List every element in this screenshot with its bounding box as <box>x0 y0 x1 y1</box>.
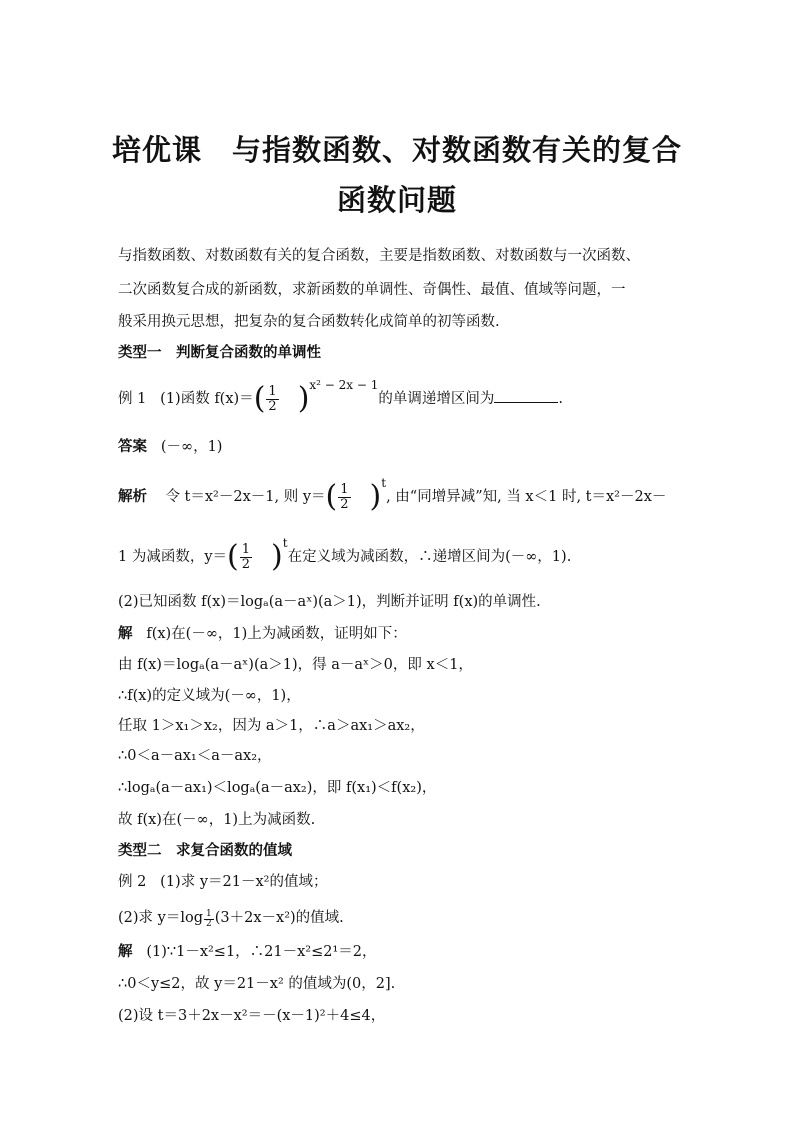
example1-text: (1)函数 f(x)＝ <box>160 391 254 407</box>
solution-label: 解 <box>118 944 133 960</box>
exponent-t: t <box>282 536 288 550</box>
analysis-label: 解析 <box>118 489 147 505</box>
solution2-line-2: ∴0＜y≤2，故 y＝21－x² 的值域为(0，2]. <box>118 976 396 992</box>
fraction-denominator: 2 <box>241 556 251 572</box>
solution2-line-3: (2)设 t＝3＋2x－x²＝－(x－1)²＋4≤4， <box>118 1008 386 1024</box>
fraction-half <box>240 543 252 572</box>
left-paren: ( <box>227 539 239 574</box>
intro-line-3: 般采用换元思想，把复杂的复合函数转化成简单的初等函数. <box>118 314 500 330</box>
analysis-text-b: , 由“同增异减”知, 当 x＜1 时, t＝x²－2x－ <box>386 489 667 505</box>
solution1-line-4: 任取 1＞x₁＞x₂，因为 a＞1，∴a＞ax₁＞ax₂， <box>118 718 425 734</box>
fraction-half <box>266 385 278 414</box>
example2-label: 例 2 <box>118 874 147 890</box>
type1-heading: 类型一 判断复合函数的单调性 <box>118 345 321 361</box>
example2-text: (1)求 y＝21－x²的值域； <box>160 874 328 890</box>
example2-text-a: (2)求 y＝log <box>118 910 203 926</box>
log-base-numerator: 1 <box>206 909 212 919</box>
solution-text: (1)∵1－x²≤1，∴21－x²≤2¹＝2， <box>146 944 377 960</box>
fraction-denominator: 2 <box>268 398 277 414</box>
solution2-line-1 <box>118 942 377 962</box>
solution-text: f(x)在(－∞，1)上为减函数，证明如下： <box>146 626 407 642</box>
right-paren: ) <box>297 381 310 416</box>
right-paren: ) <box>271 539 283 574</box>
fraction-numerator: 1 <box>268 383 277 399</box>
solution1-line-7: 故 f(x)在(－∞，1)上为减函数. <box>118 812 316 828</box>
example2-part2 <box>118 908 344 929</box>
fraction-numerator: 1 <box>340 481 349 497</box>
analysis-text-c: 1 为减函数，y＝ <box>118 549 228 565</box>
intro-line-2: 二次函数复合成的新函数，求新函数的单调性、奇偶性、最值、值域等问题，一 <box>118 282 626 298</box>
type2-heading: 类型二 求复合函数的值域 <box>118 843 292 859</box>
analysis-line-2 <box>118 536 572 574</box>
answer-value: (－∞，1) <box>160 439 223 455</box>
solution1-line-1 <box>118 624 407 644</box>
solution1-line-3: ∴f(x)的定义域为(－∞，1)， <box>118 688 301 704</box>
analysis-line-1 <box>118 476 667 514</box>
solution1-line-6: ∴logₐ(a－ax₁)＜logₐ(a－ax₂)，即 f(x₁)＜f(x₂)， <box>118 780 437 796</box>
answer-label: 答案 <box>118 439 147 455</box>
period: . <box>558 391 563 407</box>
solution1-line-5: ∴0＜a－ax₁＜a－ax₂， <box>118 748 272 764</box>
log-base-fraction <box>204 910 214 929</box>
analysis-text-a: 令 t＝x²－2x－1, 则 y＝ <box>165 489 326 505</box>
example1-part2: (2)已知函数 f(x)＝logₐ(a－aˣ)(a＞1)，判断并证明 f(x)的单调性. <box>118 594 541 610</box>
left-paren: ( <box>325 479 338 514</box>
exponent: x² − 2x − 1 <box>309 378 379 392</box>
page-title-line2: 函数问题 <box>336 183 457 217</box>
log-base-denominator: 2 <box>206 919 212 929</box>
example1-tail: 的单调递增区间为 <box>378 391 495 407</box>
solution-label: 解 <box>118 626 133 642</box>
example2-part1 <box>118 872 327 892</box>
fraction-denominator: 2 <box>340 496 349 512</box>
left-paren: ( <box>253 381 266 416</box>
exponent-t: t <box>381 476 387 490</box>
example1-part1 <box>118 378 563 416</box>
solution1-line-2: 由 f(x)＝logₐ(a－aˣ)(a＞1)，得 a－aˣ＞0，即 x＜1， <box>118 657 473 673</box>
answer-blank <box>494 388 558 403</box>
analysis-text-d: 在定义域为减函数，∴递增区间为(－∞，1). <box>287 549 572 565</box>
answer-line <box>118 437 222 457</box>
fraction-half <box>338 483 350 512</box>
example1-label: 例 1 <box>118 391 147 407</box>
page-title-line1: 培优课 与指数函数、对数函数有关的复合 <box>111 133 682 167</box>
right-paren: ) <box>369 479 382 514</box>
example2-text-b: (3＋2x－x²)的值域. <box>214 910 344 926</box>
fraction-numerator: 1 <box>241 541 251 557</box>
intro-line-1: 与指数函数、对数函数有关的复合函数，主要是指数函数、对数函数与一次函数、 <box>118 248 640 264</box>
